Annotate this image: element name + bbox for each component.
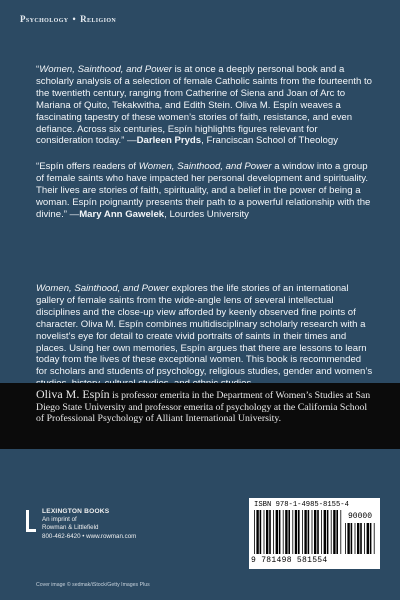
- ean-barcode-icon: [254, 510, 342, 556]
- publisher-imprint-line: An imprint of: [42, 516, 77, 524]
- price-code: 90000: [347, 512, 372, 521]
- barcode-digits: 9 781498 581554: [251, 556, 328, 565]
- author-bio-text: is professor emerita in the Department of Women’s Studies at San Diego State University and professor emerita of psychology at the California School of Professional Psychology of Alliant International University.: [36, 390, 371, 425]
- price-barcode-icon: [345, 523, 375, 556]
- cover-image-credit: Cover image © sedmak/iStock/Getty Images Plus: [36, 582, 150, 588]
- author-bio: [36, 389, 376, 425]
- endorsement-1-book-title: Women, Sainthood, and Power: [39, 64, 172, 75]
- endorsement-1: [36, 64, 374, 147]
- endorsement-2-affiliation: , Lourdes University: [164, 208, 249, 220]
- endorsement-2-text: a window into a group of female saints who have impacted her personal development and spirituality. Their lives are stories of faith, spirituality, and a belief in the power of being a woman. Espín poignantly presents their path to a powerful relationship with the divine.” —: [36, 161, 371, 220]
- endorsement-1-text: is at once a deeply personal book and a scholarly analysis of a selection of female Catholic saints from the fourteenth to the twentieth century, ranging from Catherine of Siena and Joan of Arc to Mariana of Quito, Tekakwitha, and Edith Stein. Oliva M. Espín weaves a fascinating tapestry of these women’s stories of faith, resistance, and even defiance. Across six centuries, Espín highlights figures relevant for consideration today.” —: [36, 64, 372, 147]
- barcode-box: [249, 498, 380, 569]
- publisher-logo-icon: [26, 510, 36, 532]
- author-bio-band: [0, 383, 400, 449]
- description-book-title: Women, Sainthood, and Power: [36, 283, 169, 294]
- author-name: Oliva M. Espín: [36, 387, 110, 401]
- endorsement-1-quote: “: [36, 64, 40, 75]
- publisher-name: LEXINGTON BOOKS: [42, 508, 110, 515]
- publisher-block: [26, 508, 136, 541]
- category-psychology: Psychology: [20, 14, 69, 24]
- endorsement-2-book-title: Women, Sainthood, and Power: [138, 161, 272, 172]
- endorsement-2-quote: “Espín offers readers of: [36, 161, 139, 172]
- book-description: [36, 283, 374, 390]
- isbn-text: ISBN 978-1-4985-8155-4: [254, 501, 349, 509]
- endorsement-2: [36, 161, 374, 221]
- description-text: explores the life stories of an international gallery of female saints from the wide-angle lens of several intellectual disciplines and the close-up view afforded by keenly observed fine points of character. Oliva M. Espín combines multidisciplinary scholarly research with a novelist’s eye for detail to create vivid portraits of saints in their times and places. Using her own memories, Espín argues that there are lessons to learn today from the lives of these exceptional women. This book is recommended for scholars and students of psychology, religious studies, gender and women’s: [36, 283, 373, 378]
- publisher-parent: Rowman & Littlefield: [42, 524, 99, 532]
- category-religion: Religion: [80, 14, 117, 24]
- category-label: [20, 14, 116, 24]
- category-separator: •: [72, 14, 77, 24]
- publisher-contact: 800-462-6420 • www.rowman.com: [42, 532, 137, 540]
- endorsement-2-author: Mary Ann Gawelek: [79, 208, 165, 220]
- endorsement-1-affiliation: , Franciscan School of Theology: [201, 135, 339, 147]
- endorsement-1-author: Darleen Pryds: [136, 135, 202, 147]
